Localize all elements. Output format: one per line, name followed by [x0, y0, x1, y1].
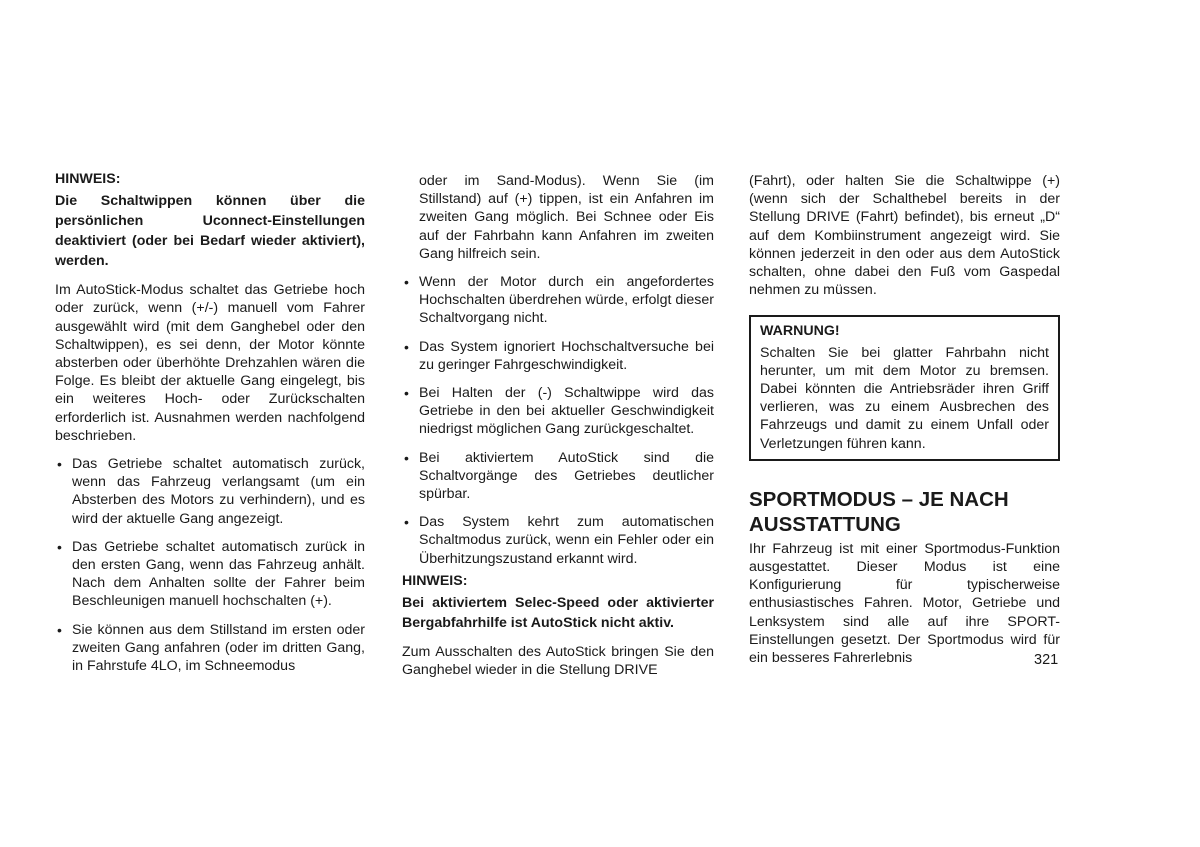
- list-item-text: Bei Halten der (-) Schaltwippe wird das Getriebe in den bei aktueller Geschwindigkeit niedrigst möglichen Gang zurückgeschaltet.: [419, 385, 714, 438]
- body-paragraph: Ihr Fahrzeug ist mit einer Sportmodus-Funktion ausgestattet. Dieser Modus ist eine Konfigurierung für typischerweise enthusiastisches Fahren. Motor, Getriebe und Lenksystem sind alle auf ihre SPORT-Einstellungen gesetzt. Der Sportmodus wird für ein besseres Fahrerlebnis: [749, 540, 1060, 667]
- note-heading: HINWEIS:: [55, 171, 121, 187]
- bullet-list: [402, 273, 714, 568]
- continuation-text: oder im Sand-Modus). Wenn Sie (im Stillstand) auf (+) tippen, ist ein Anfahren im zweiten Gang möglich. Bei Schnee oder Eis auf der Fahrbahn kann Anfahren im zweiten Gang hilfreich sein.: [419, 173, 714, 262]
- column-1: [55, 170, 365, 685]
- list-item-text: Das System ignoriert Hochschaltversuche bei zu geringer Fahrgeschwindigkeit.: [419, 338, 714, 373]
- column-3: [749, 172, 1060, 677]
- body-paragraph: Im AutoStick-Modus schaltet das Getriebe hoch oder zurück, wenn (+/-) manuell vom Fahrer ausgewählt wird (mit dem Ganghebel oder den Schaltwippen), es sei denn, der Motor könnte absterben oder überhöhte Drehzahlen wären die Folge. Es bleibt der aktuelle Gang eingelegt, bis ein weiteres Hoch- oder Zurückschalten erforderlich ist. Ausnahmen werden nachfolgend beschrieben.: [55, 282, 365, 444]
- note-heading: HINWEIS:: [402, 572, 468, 589]
- bullet-icon: •: [404, 449, 409, 466]
- bullet-icon: •: [57, 621, 62, 638]
- bullet-icon: •: [404, 338, 409, 355]
- warning-box: [749, 315, 1060, 460]
- list-item: [402, 338, 714, 374]
- list-item-text: Das Getriebe schaltet automatisch zurück in den ersten Gang, wenn das Fahrzeug anhält. Nach dem Anhalten sollte der Fahrer beim Beschleunigen manuell hochschalten (+).: [72, 538, 365, 610]
- section-heading: SPORTMODUS – JE NACH AUSSTATTUNG: [749, 487, 1009, 536]
- list-item: [55, 455, 365, 528]
- list-item: [55, 621, 365, 676]
- body-paragraph: Zum Ausschalten des AutoStick bringen Sie den Ganghebel wieder in die Stellung DRIVE: [402, 644, 714, 679]
- list-item-text: Wenn der Motor durch ein angefordertes Hochschalten überdrehen würde, erfolgt dieser Schaltvorgang nicht.: [419, 274, 714, 327]
- warning-text: Schalten Sie bei glatter Fahrbahn nicht herunter, um mit dem Motor zu bremsen. Dabei könnten die Antriebsräder ihren Griff verlieren, was zu einem Ausbrechen des Fahrzeugs und damit zu einem Unfall oder Verletzungen führen kann.: [760, 344, 1049, 452]
- list-item: [402, 273, 714, 328]
- page-number: 321: [1034, 652, 1059, 668]
- list-item-text: Das System kehrt zum automatischen Schaltmodus zurück, wenn ein Fehler oder ein Überhitzungszustand erkannt wird.: [419, 514, 714, 567]
- bullet-icon: •: [404, 385, 409, 402]
- list-item-text: Das Getriebe schaltet automatisch zurück, wenn das Fahrzeug verlangsamt (um ein Absterben des Motors zu verhindern), und es wird der aktuelle Gang angezeigt.: [72, 456, 365, 527]
- list-item: [402, 513, 714, 568]
- column-2: [402, 172, 714, 689]
- note-text: Bei aktiviertem Selec-Speed oder aktivierter Bergabfahrhilfe ist AutoStick nicht aktiv.: [402, 595, 714, 632]
- list-item: [402, 384, 714, 439]
- bullet-icon: •: [57, 456, 62, 473]
- list-item: [402, 449, 714, 504]
- list-item: [55, 538, 365, 611]
- bullet-icon: •: [57, 538, 62, 555]
- list-item-text: Bei aktiviertem AutoStick sind die Schaltvorgänge des Getriebes deutlicher spürbar.: [419, 449, 714, 503]
- bullet-icon: •: [404, 274, 409, 291]
- warning-heading: WARNUNG!: [760, 323, 840, 340]
- list-item-text: Sie können aus dem Stillstand im ersten oder zweiten Gang anfahren (oder im dritten Gang, in Fahrstufe 4LO, im Schneemodus: [72, 621, 365, 675]
- bullet-list: [55, 455, 365, 675]
- bullet-icon: •: [404, 514, 409, 531]
- continuation-text: (Fahrt), oder halten Sie die Schaltwippe (+) (wenn sich der Schalthebel bereits in der Stellung DRIVE (Fahrt) befindet), bis erneut „D“ auf dem Kombiinstrument angezeigt wird. Sie können jederzeit in den oder aus dem AutoStick schalten, ohne dabei den Fuß vom Gaspedal nehmen zu müssen.: [749, 173, 1060, 299]
- note-text: Die Schaltwippen können über die persönlichen Uconnect-Einstellungen deaktiviert (oder bei Bedarf wieder aktiviert), werden.: [55, 193, 365, 270]
